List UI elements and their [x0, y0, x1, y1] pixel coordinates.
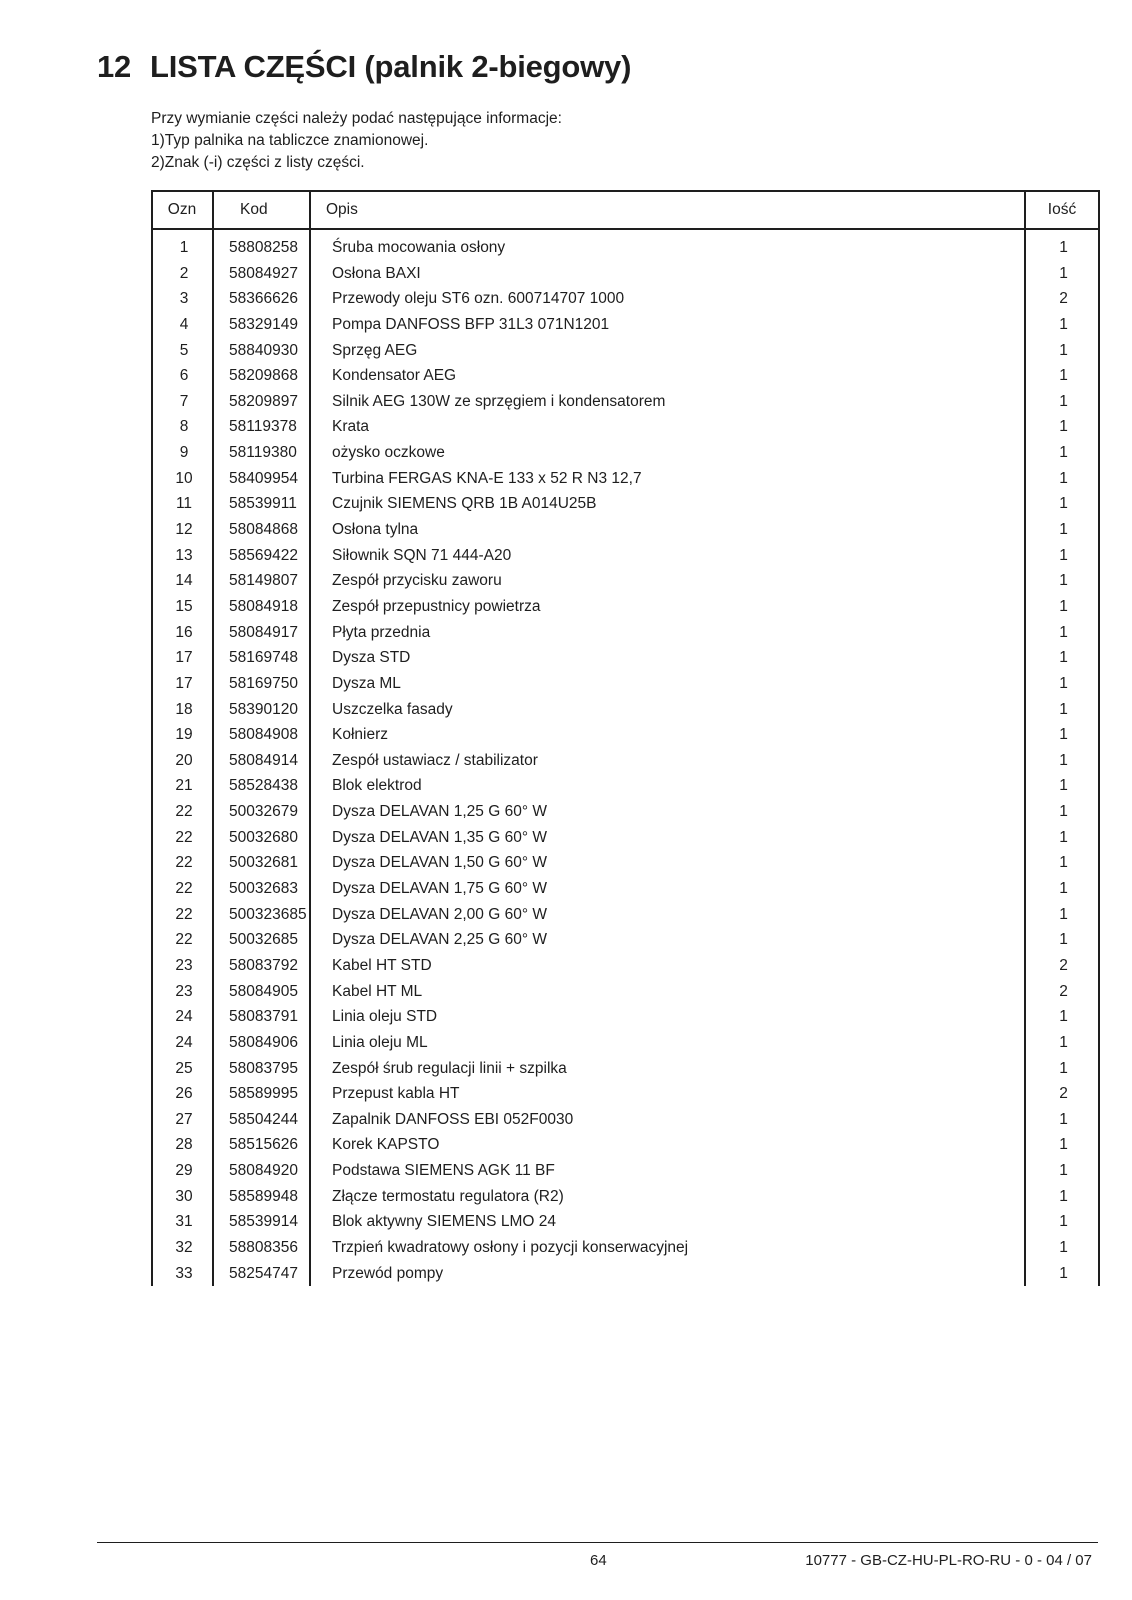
cell-opis: Zapalnik DANFOSS EBI 052F0030 — [332, 1110, 574, 1128]
cell-opis: Złącze termostatu regulatora (R2) — [332, 1187, 564, 1205]
cell-opis: Linia oleju STD — [332, 1008, 438, 1026]
cell-ozn: 21 — [175, 777, 193, 795]
cell-kod: 58209868 — [229, 367, 298, 385]
cell-ilosc: 1 — [1059, 418, 1068, 436]
cell-kod: 58149807 — [229, 572, 298, 590]
table-row — [151, 1235, 1098, 1261]
cell-ilosc: 1 — [1059, 521, 1068, 539]
cell-ozn: 22 — [175, 880, 193, 898]
cell-kod: 58808258 — [229, 239, 298, 256]
table-row — [151, 902, 1098, 928]
cell-ilosc: 1 — [1059, 1033, 1068, 1051]
cell-ilosc: 1 — [1059, 597, 1068, 615]
table-header-frame — [151, 190, 1100, 230]
table-row — [151, 261, 1098, 287]
cell-kod: 58084920 — [229, 1162, 298, 1180]
table-row — [151, 1107, 1098, 1133]
cell-kod: 58084908 — [229, 726, 298, 744]
cell-kod: 50032685 — [229, 931, 298, 949]
cell-ozn: 24 — [175, 1008, 193, 1026]
cell-ilosc: 1 — [1059, 367, 1068, 385]
cell-kod: 58083795 — [229, 1059, 298, 1077]
cell-ozn: 28 — [175, 1136, 193, 1154]
cell-ilosc: 1 — [1059, 315, 1068, 333]
intro-text — [151, 108, 562, 174]
cell-ilosc: 1 — [1059, 649, 1068, 667]
cell-opis: Dysza DELAVAN 1,25 G 60° W — [332, 803, 547, 821]
cell-ilosc: 1 — [1059, 1162, 1068, 1180]
column-header-kod: Kod — [240, 201, 268, 218]
table-border-right — [1098, 190, 1100, 1286]
cell-kod: 58254747 — [229, 1264, 298, 1282]
cell-ozn: 33 — [175, 1264, 193, 1282]
cell-opis: Śruba mocowania osłony — [332, 239, 506, 256]
cell-opis: Zespół przycisku zaworu — [332, 572, 502, 590]
table-row — [151, 1132, 1098, 1158]
cell-ilosc: 1 — [1059, 726, 1068, 744]
cell-kod: 58528438 — [229, 777, 298, 795]
table-row — [151, 1081, 1098, 1107]
table-row — [151, 773, 1098, 799]
cell-ozn: 32 — [175, 1238, 193, 1256]
table-row — [151, 312, 1098, 338]
cell-ilosc: 1 — [1059, 623, 1068, 641]
cell-opis: Turbina FERGAS KNA-E 133 x 52 R N3 12,7 — [332, 469, 642, 487]
cell-kod: 58209897 — [229, 392, 298, 410]
cell-kod: 50032679 — [229, 803, 298, 821]
table-row — [151, 594, 1098, 620]
table-row — [151, 389, 1098, 415]
cell-opis: Osłona tylna — [332, 521, 419, 539]
cell-ilosc: 1 — [1059, 495, 1068, 513]
cell-ozn: 2 — [179, 264, 189, 282]
section-number: 12 — [97, 49, 132, 84]
cell-opis: Czujnik SIEMENS QRB 1B A014U25B — [332, 495, 597, 513]
cell-ozn: 26 — [175, 1085, 193, 1103]
intro-line-3: 2)Znak (-i) części z listy części. — [151, 154, 365, 171]
cell-ilosc: 1 — [1059, 1187, 1068, 1205]
cell-ozn: 23 — [175, 982, 193, 1000]
table-row — [151, 363, 1098, 389]
cell-kod: 58084927 — [229, 264, 298, 282]
table-row — [151, 568, 1098, 594]
table-row — [151, 1184, 1098, 1210]
cell-ilosc: 1 — [1059, 751, 1068, 769]
cell-opis: Blok elektrod — [332, 777, 422, 795]
cell-kod: 50032680 — [229, 828, 298, 846]
cell-kod: 58539914 — [229, 1213, 298, 1231]
page-title — [97, 49, 631, 85]
cell-ozn: 22 — [175, 905, 193, 923]
cell-ilosc: 1 — [1059, 700, 1068, 718]
cell-ilosc: 1 — [1059, 777, 1068, 795]
table-row — [151, 825, 1098, 851]
cell-kod: 50032683 — [229, 880, 298, 898]
cell-opis: Kabel HT STD — [332, 956, 432, 974]
cell-ozn: 22 — [175, 931, 193, 949]
cell-ilosc: 1 — [1059, 444, 1068, 462]
table-row — [151, 620, 1098, 646]
cell-opis: Trzpień kwadratowy osłony i pozycji konserwacyjnej — [332, 1238, 689, 1256]
cell-ozn: 9 — [179, 444, 189, 462]
cell-ilosc: 1 — [1059, 341, 1068, 359]
cell-ozn: 7 — [179, 392, 189, 410]
cell-kod: 58504244 — [229, 1110, 298, 1128]
cell-opis: Linia oleju ML — [332, 1033, 428, 1051]
cell-kod: 58569422 — [229, 546, 298, 564]
table-row — [151, 850, 1098, 876]
table-row — [151, 748, 1098, 774]
table-row — [151, 1056, 1098, 1082]
cell-opis: Dysza STD — [332, 649, 411, 667]
cell-ozn: 23 — [175, 956, 193, 974]
table-row — [151, 338, 1098, 364]
cell-opis: Dysza DELAVAN 2,00 G 60° W — [332, 905, 547, 923]
table-row — [151, 286, 1098, 312]
table-row — [151, 927, 1098, 953]
cell-opis: Kołnierz — [332, 726, 388, 744]
table-row — [151, 543, 1098, 569]
cell-ozn: 3 — [179, 290, 189, 308]
cell-ozn: 20 — [175, 751, 193, 769]
cell-kod: 58515626 — [229, 1136, 298, 1154]
cell-ozn: 18 — [175, 700, 193, 718]
cell-ilosc: 1 — [1059, 239, 1068, 256]
cell-kod: 50032681 — [229, 854, 298, 872]
cell-ilosc: 1 — [1059, 905, 1068, 923]
section-title: LISTA CZĘŚCI (palnik 2-biegowy) — [150, 49, 632, 84]
table-body — [151, 235, 1098, 1286]
cell-opis: Osłona BAXI — [332, 264, 421, 282]
cell-ozn: 22 — [175, 803, 193, 821]
document-reference: 10777 - GB-CZ-HU-PL-RO-RU - 0 - 04 / 07 — [805, 1552, 1092, 1569]
column-header-ilosc: Iość — [1047, 201, 1077, 218]
intro-line-1: Przy wymianie części należy podać następujące informacje: — [151, 110, 562, 127]
table-row — [151, 1158, 1098, 1184]
cell-opis: Dysza DELAVAN 1,75 G 60° W — [332, 880, 547, 898]
table-row — [151, 414, 1098, 440]
cell-kod: 58390120 — [229, 700, 298, 718]
cell-ozn: 29 — [175, 1162, 193, 1180]
table-row — [151, 235, 1098, 261]
cell-kod: 58589995 — [229, 1085, 298, 1103]
table-row — [151, 953, 1098, 979]
cell-kod: 58084905 — [229, 982, 298, 1000]
cell-kod: 58083791 — [229, 1008, 298, 1026]
table-row — [151, 1030, 1098, 1056]
cell-opis: Dysza DELAVAN 1,35 G 60° W — [332, 828, 547, 846]
cell-ilosc: 1 — [1059, 1110, 1068, 1128]
cell-ilosc: 1 — [1059, 828, 1068, 846]
cell-ozn: 12 — [175, 521, 193, 539]
cell-kod: 58083792 — [229, 956, 298, 974]
cell-kod: 58539911 — [229, 495, 297, 513]
cell-kod: 58840930 — [229, 341, 298, 359]
table-row — [151, 979, 1098, 1005]
cell-opis: Płyta przednia — [332, 623, 431, 641]
cell-kod: 58169750 — [229, 674, 298, 692]
table-row — [151, 722, 1098, 748]
cell-ozn: 13 — [175, 546, 193, 564]
table-row — [151, 1004, 1098, 1030]
table-row — [151, 440, 1098, 466]
cell-opis: Dysza DELAVAN 1,50 G 60° W — [332, 854, 547, 872]
cell-ilosc: 1 — [1059, 469, 1068, 487]
cell-opis: Sprzęg AEG — [332, 341, 418, 359]
cell-ozn: 22 — [175, 828, 193, 846]
cell-ozn: 31 — [175, 1213, 193, 1231]
cell-ozn: 24 — [175, 1033, 193, 1051]
cell-opis: Przewód pompy — [332, 1264, 444, 1282]
cell-opis: Uszczelka fasady — [332, 700, 453, 718]
cell-ozn: 25 — [175, 1059, 193, 1077]
table-row — [151, 1209, 1098, 1235]
cell-ilosc: 1 — [1059, 1238, 1068, 1256]
cell-ozn: 27 — [175, 1110, 193, 1128]
table-row — [151, 697, 1098, 723]
cell-ozn: 17 — [175, 674, 193, 692]
footer-divider — [97, 1542, 1098, 1543]
cell-ilosc: 1 — [1059, 1008, 1068, 1026]
cell-ozn: 4 — [179, 315, 189, 333]
cell-opis: Dysza ML — [332, 674, 401, 692]
cell-ilosc: 1 — [1059, 546, 1068, 564]
cell-ilosc: 1 — [1059, 803, 1068, 821]
cell-opis: Siłownik SQN 71 444-A20 — [332, 546, 512, 564]
cell-opis: Dysza DELAVAN 2,25 G 60° W — [332, 931, 547, 949]
cell-kod: 58084918 — [229, 597, 298, 615]
cell-kod: 58366626 — [229, 290, 298, 308]
cell-opis: Przepust kabla HT — [332, 1085, 460, 1103]
cell-opis: Blok aktywny SIEMENS LMO 24 — [332, 1213, 556, 1231]
cell-ilosc: 1 — [1059, 854, 1068, 872]
cell-ilosc: 1 — [1059, 1059, 1068, 1077]
cell-kod: 58084917 — [229, 623, 298, 641]
cell-ozn: 1 — [179, 239, 189, 256]
cell-kod: 58084914 — [229, 751, 298, 769]
cell-opis: Krata — [332, 418, 370, 436]
cell-ilosc: 1 — [1059, 880, 1068, 898]
cell-ozn: 30 — [175, 1187, 193, 1205]
cell-ilosc: 1 — [1059, 264, 1068, 282]
cell-ozn: 19 — [175, 726, 193, 744]
cell-opis: Kondensator AEG — [332, 367, 457, 385]
cell-kod: 58119380 — [229, 444, 297, 462]
cell-ozn: 6 — [179, 367, 189, 385]
cell-ilosc: 2 — [1059, 982, 1068, 1000]
cell-kod: 58169748 — [229, 649, 298, 667]
cell-opis: Kabel HT ML — [332, 982, 423, 1000]
cell-ozn: 22 — [175, 854, 193, 872]
cell-kod: 500323685 — [229, 905, 307, 923]
table-row — [151, 645, 1098, 671]
page-number: 64 — [590, 1552, 607, 1569]
cell-ozn: 10 — [175, 469, 193, 487]
cell-ozn: 15 — [175, 597, 193, 615]
cell-ozn: 11 — [175, 495, 193, 513]
column-header-ozn: Ozn — [167, 201, 197, 218]
cell-opis: ożysko oczkowe — [332, 444, 445, 462]
cell-kod: 58808356 — [229, 1238, 298, 1256]
cell-kod: 58119378 — [229, 418, 297, 436]
cell-ozn: 17 — [175, 649, 193, 667]
cell-kod: 58589948 — [229, 1187, 298, 1205]
cell-kod: 58084868 — [229, 521, 298, 539]
cell-ozn: 5 — [179, 341, 189, 359]
table-row — [151, 517, 1098, 543]
cell-opis: Korek KAPSTO — [332, 1136, 440, 1154]
table-row — [151, 876, 1098, 902]
cell-ilosc: 1 — [1059, 1264, 1068, 1282]
cell-ilosc: 2 — [1059, 290, 1068, 308]
cell-opis: Zespół ustawiacz / stabilizator — [332, 751, 538, 769]
cell-opis: Zespół przepustnicy powietrza — [332, 597, 541, 615]
cell-kod: 58409954 — [229, 469, 298, 487]
column-header-opis: Opis — [326, 201, 358, 218]
cell-ilosc: 2 — [1059, 956, 1068, 974]
cell-ilosc: 1 — [1059, 392, 1068, 410]
cell-ozn: 14 — [175, 572, 193, 590]
cell-kod: 58084906 — [229, 1033, 298, 1051]
table-row — [151, 671, 1098, 697]
table-row — [151, 491, 1098, 517]
cell-ilosc: 2 — [1059, 1085, 1068, 1103]
cell-ilosc: 1 — [1059, 1136, 1068, 1154]
cell-opis: Pompa DANFOSS BFP 31L3 071N1201 — [332, 315, 610, 333]
cell-opis: Przewody oleju ST6 ozn. 600714707 1000 — [332, 290, 625, 308]
cell-kod: 58329149 — [229, 315, 298, 333]
cell-opis: Silnik AEG 130W ze sprzęgiem i kondensatorem — [332, 392, 666, 410]
cell-ilosc: 1 — [1059, 1213, 1068, 1231]
cell-opis: Podstawa SIEMENS AGK 11 BF — [332, 1162, 555, 1180]
cell-ilosc: 1 — [1059, 572, 1068, 590]
cell-ilosc: 1 — [1059, 674, 1068, 692]
intro-line-2: 1)Typ palnika na tabliczce znamionowej. — [151, 132, 429, 149]
cell-ilosc: 1 — [1059, 931, 1068, 949]
cell-ozn: 8 — [179, 418, 189, 436]
table-row — [151, 1261, 1098, 1287]
table-row — [151, 799, 1098, 825]
table-row — [151, 466, 1098, 492]
cell-ozn: 16 — [175, 623, 193, 641]
cell-opis: Zespół śrub regulacji linii + szpilka — [332, 1059, 567, 1077]
